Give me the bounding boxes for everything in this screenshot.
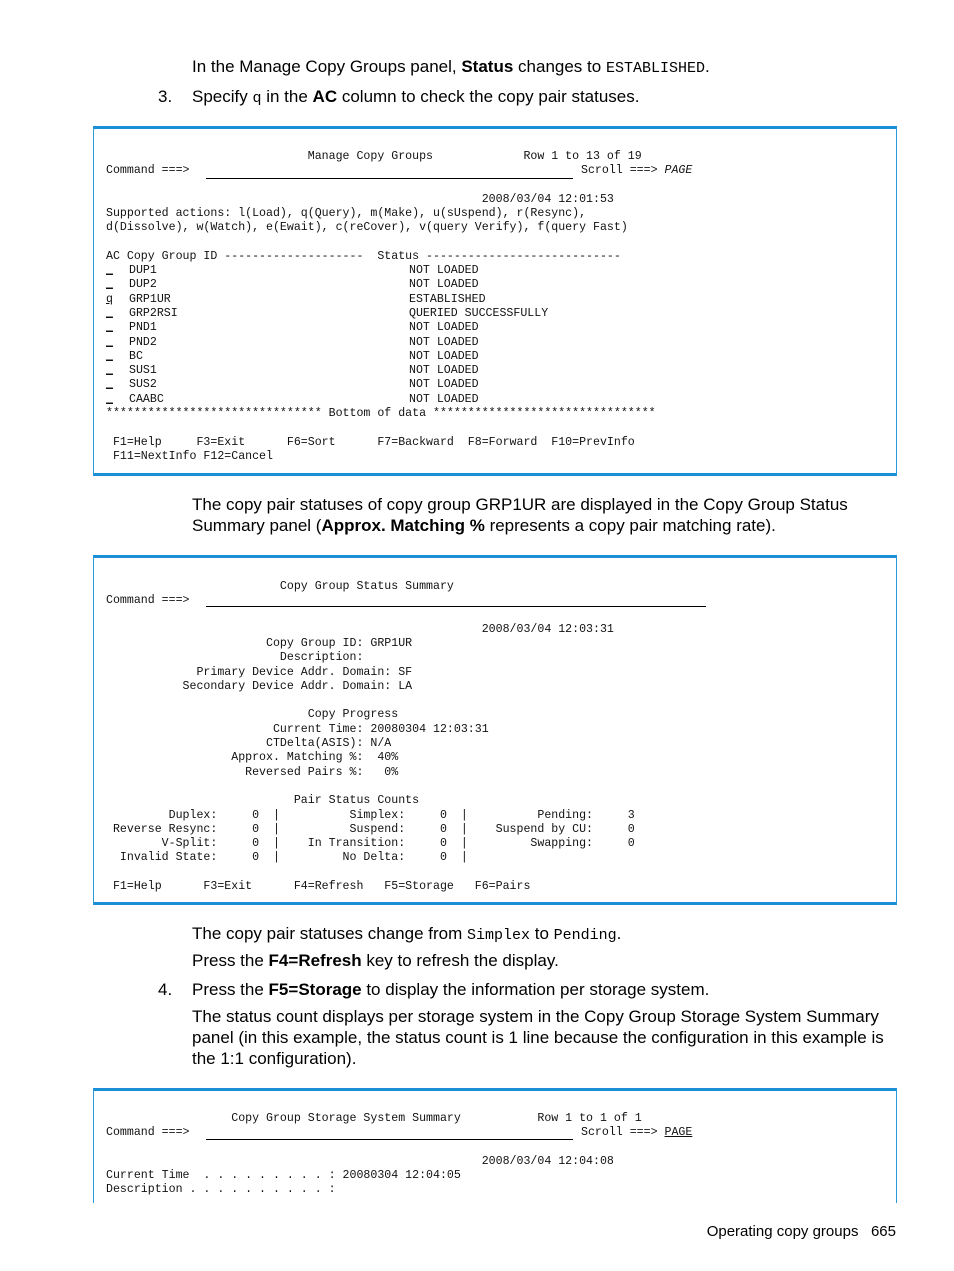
- copy-group-status: ESTABLISHED: [409, 292, 486, 306]
- command-label: Command ===>: [106, 1126, 190, 1139]
- text: Summary panel (: [192, 516, 322, 535]
- function-keys: F1=Help F3=Exit F4=Refresh F5=Storage F6=Pairs: [106, 880, 531, 893]
- copy-group-status: NOT LOADED: [409, 392, 479, 406]
- scroll-field: [581, 1126, 692, 1140]
- copy-group-id: PND2: [129, 335, 157, 349]
- section-title: Operating copy groups: [706, 1223, 859, 1240]
- paragraph-refresh: [192, 950, 559, 971]
- step-number: 4.: [158, 980, 173, 999]
- copy-group-status: NOT LOADED: [409, 278, 479, 292]
- manage-copy-groups-panel: [93, 126, 897, 476]
- ac-field[interactable]: _: [106, 378, 113, 392]
- copy-group-id: GRP1UR: [129, 292, 171, 306]
- paragraph-status-summary-line1: The copy pair statuses of copy group GRP1UR are displayed in the Copy Group Status: [192, 495, 848, 514]
- text: Press the: [192, 980, 269, 999]
- ac-field[interactable]: _: [106, 392, 113, 406]
- copy-group-status: NOT LOADED: [409, 349, 479, 363]
- code-term: Pending: [553, 927, 617, 944]
- command-label: Command ===>: [106, 594, 190, 607]
- bold-term: F4=Refresh: [268, 951, 362, 970]
- text: In the Manage Copy Groups panel,: [192, 57, 462, 76]
- bold-term: Approx. Matching %: [321, 516, 485, 535]
- command-input[interactable]: [206, 1139, 573, 1140]
- copy-group-status: QUERIED SUCCESSFULLY: [409, 306, 549, 320]
- bottom-of-data: ******************************* Bottom of data ********************************: [106, 407, 656, 420]
- function-keys: F11=NextInfo F12=Cancel: [106, 450, 273, 463]
- current-time: Current Time . . . . . . . . . : 20080304 12:04:05: [106, 1169, 461, 1182]
- text: in the: [261, 87, 313, 106]
- ac-field[interactable]: _: [106, 335, 113, 349]
- function-keys: F1=Help F3=Exit F6=Sort F7=Backward F8=Forward F10=PrevInfo: [106, 436, 635, 449]
- text: .: [704, 57, 710, 76]
- ac-field[interactable]: _: [106, 264, 113, 277]
- panel-title: Manage Copy Groups Row 1 to 13 of 19: [106, 150, 642, 163]
- paragraph-storage-line1: The status count displays per storage system in the Copy Group Storage System Summary: [192, 1007, 879, 1026]
- copy-group-id: DUP1: [129, 264, 157, 277]
- table-header: AC Copy Group ID -------------------- Status ----------------------------: [106, 250, 621, 263]
- text: .: [616, 924, 622, 943]
- paragraph-status-established: [192, 56, 710, 79]
- step-4-text: [192, 979, 709, 1000]
- bold-term: AC: [312, 87, 338, 106]
- paragraph-status-change: [192, 923, 621, 946]
- ac-field[interactable]: _: [106, 349, 113, 363]
- text: The copy pair statuses change from: [192, 924, 467, 943]
- description: Description . . . . . . . . . . :: [106, 1183, 336, 1196]
- supported-actions: Supported actions: l(Load), q(Query), m(Make), u(sUspend), r(Resync),: [106, 207, 587, 220]
- summary-body: Copy Group ID: GRP1UR Description: Primary Device Addr. Domain: SF Secondary Device Addr. Domain: LA Copy Progress Current Time: 20080304 12:03:31 CTDelta(ASIS): N/A Approx. Matching %: 40% Reversed Pairs %: 0% Pair Status Counts Duplex: 0 | Simplex: 0 | Pending: 3 Reverse Resync: 0 | Suspend: 0 | Suspend by CU: 0 V-Split: 0 | In Transition: 0 | Swapping: 0 Invalid State: 0 | No Delta: 0 |: [112, 637, 635, 865]
- paragraph-storage-line3: the 1:1 configuration).: [192, 1049, 357, 1068]
- copy-group-id: PND1: [129, 321, 157, 335]
- bold-term: F5=Storage: [268, 980, 362, 999]
- copy-group-status-summary-panel: [93, 555, 897, 905]
- scroll-field: [581, 164, 692, 178]
- bold-term: Status: [461, 57, 514, 76]
- command-input[interactable]: [206, 606, 706, 607]
- paragraph-storage-line2: panel (in this example, the status count is 1 line because the configuration in this example is: [192, 1028, 884, 1047]
- text: Specify: [192, 87, 253, 106]
- copy-group-id: BC: [129, 349, 143, 363]
- copy-group-id: DUP2: [129, 278, 157, 292]
- copy-group-status: NOT LOADED: [409, 364, 479, 378]
- copy-group-status: NOT LOADED: [409, 378, 479, 392]
- ac-field[interactable]: _: [106, 278, 113, 292]
- ac-field[interactable]: _: [106, 306, 113, 320]
- step-3-text: [192, 86, 639, 109]
- command-label: Command ===>: [106, 164, 190, 177]
- copy-group-status: NOT LOADED: [409, 335, 479, 349]
- copy-group-id: SUS1: [129, 364, 157, 378]
- timestamp: 2008/03/04 12:03:31: [106, 623, 614, 636]
- copy-group-id: SUS2: [129, 378, 157, 392]
- text: to display the information per storage system.: [361, 980, 710, 999]
- code-term: Simplex: [466, 927, 530, 944]
- copy-group-status: NOT LOADED: [409, 321, 479, 335]
- ac-field[interactable]: q: [106, 292, 113, 306]
- page-number: 665: [870, 1223, 896, 1240]
- scroll-value[interactable]: PAGE: [664, 1126, 693, 1139]
- panel-title: Copy Group Status Summary: [106, 580, 454, 593]
- step-number: 3.: [158, 87, 173, 106]
- copy-group-id: GRP2RSI: [129, 306, 178, 320]
- code-term: ESTABLISHED: [605, 60, 705, 77]
- copy-group-id: CAABC: [129, 392, 164, 406]
- scroll-value[interactable]: PAGE: [664, 164, 693, 177]
- scroll-label: Scroll ===>: [581, 164, 665, 177]
- code-term: q: [252, 90, 262, 107]
- text: represents a copy pair matching rate).: [484, 516, 776, 535]
- paragraph-status-summary-line2: [192, 515, 776, 536]
- timestamp: 2008/03/04 12:01:53: [106, 193, 614, 206]
- text: column to check the copy pair statuses.: [337, 87, 640, 106]
- supported-actions: d(Dissolve), w(Watch), e(Ewait), c(reCover), v(query Verify), f(query Fast): [106, 221, 628, 234]
- ac-field[interactable]: _: [106, 321, 113, 335]
- text: to: [530, 924, 554, 943]
- text: key to refresh the display.: [361, 951, 559, 970]
- ac-field[interactable]: _: [106, 364, 113, 378]
- panel-title: Copy Group Storage System Summary Row 1 to 1 of 1: [106, 1112, 642, 1125]
- page-footer: [707, 1223, 896, 1240]
- text: changes to: [513, 57, 606, 76]
- scroll-label: Scroll ===>: [581, 1126, 665, 1139]
- text: Press the: [192, 951, 269, 970]
- copy-group-status: NOT LOADED: [409, 264, 479, 277]
- storage-system-summary-panel: [93, 1088, 897, 1203]
- timestamp: 2008/03/04 12:04:08: [106, 1155, 614, 1168]
- command-input[interactable]: [206, 178, 573, 179]
